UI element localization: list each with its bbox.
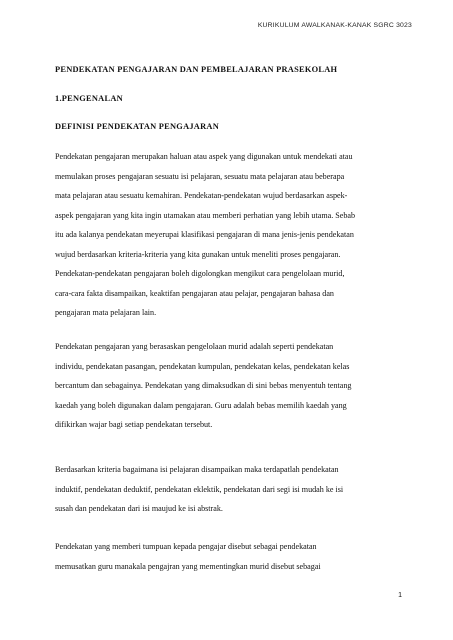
text-line: cara-cara fakta disampaikan, keaktifan pengajaran atau pelajar, pengajaran bahasa dan xyxy=(55,288,334,298)
text-line: difikirkan wajar bagi setiap pendekatan tersebut. xyxy=(55,420,213,429)
paragraph xyxy=(55,337,400,435)
paragraph xyxy=(55,147,400,323)
text-line: memulakan proses pengajaran sesuatu isi pelajaran, sesuatu mata pelajaran atau beberapa xyxy=(55,171,345,181)
text-line: memusatkan guru manakala pengajran yang mementingkan murid disebut sebagai xyxy=(55,561,321,571)
text-line: bercantum dan sebagainya. Pendekatan yang dimaksudkan di sini bebas menyentuh tentang xyxy=(55,381,352,390)
running-header: KURIKULUM AWALKANAK-KANAK SGRC 3023 xyxy=(257,22,412,29)
text-line: Berdasarkan kriteria bagaimana isi pelajaran disampaikan maka terdapatlah pendekatan xyxy=(55,465,339,474)
text-line: aspek pengajaran yang kita ingin utamakan atau memberi perhatian yang lebih utama. Sebab xyxy=(55,210,356,220)
main-title: PENDEKATAN PENGAJARAN DAN PEMBELAJARAN PRASEKOLAH xyxy=(55,65,338,74)
text-line: mata pelajaran atau sesuatu kemahiran. Pendekatan-pendekatan wujud berdasarkan aspek- xyxy=(55,191,348,200)
text-line: itu ada kalanya pendekatan meyerupai klasifikasi pengajaran di mana jenis-jenis pendekatan xyxy=(55,230,354,239)
text-line: susah dan pendekatan dari isi maujud ke isi abstrak. xyxy=(55,504,223,513)
section-title: 1.PENGENALAN xyxy=(55,94,123,103)
subsection-title: DEFINISI PENDEKATAN PENGAJARAN xyxy=(55,122,219,131)
paragraph xyxy=(55,537,400,576)
paragraph xyxy=(55,460,400,519)
text-line: kaedah yang boleh digunakan dalam pengajaran. Guru adalah bebas memilih kaedah yang xyxy=(55,400,347,410)
text-line: induktif, pendekatan deduktif, pendekatan eklektik, pendekatan dari segi isi mudah ke isi xyxy=(55,484,344,494)
text-line: wujud berdasarkan kriteria-kriteria yang kita gunakan untuk meneliti proses pengajaran. xyxy=(55,249,341,259)
text-line: individu, pendekatan pasangan, pendekatan kumpulan, pendekatan kelas, pendekatan kelas xyxy=(55,361,350,371)
text-line: pengajaran mata pelajaran lain. xyxy=(55,308,157,317)
page-number: 1 xyxy=(398,592,402,599)
text-line: Pendekatan yang memberi tumpuan kepada pengajar disebut sebagai pendekatan xyxy=(55,542,317,551)
text-line: Pendekatan pengajaran yang berasaskan pengelolaan murid adalah seperti pendekatan xyxy=(55,342,334,351)
text-line: Pendekatan pengajaran merupakan haluan atau aspek yang digunakan untuk mendekati atau xyxy=(55,152,353,161)
text-line: Pendekatan-pendekatan pengajaran boleh digolongkan mengikut cara pengelolaan murid, xyxy=(55,269,345,278)
